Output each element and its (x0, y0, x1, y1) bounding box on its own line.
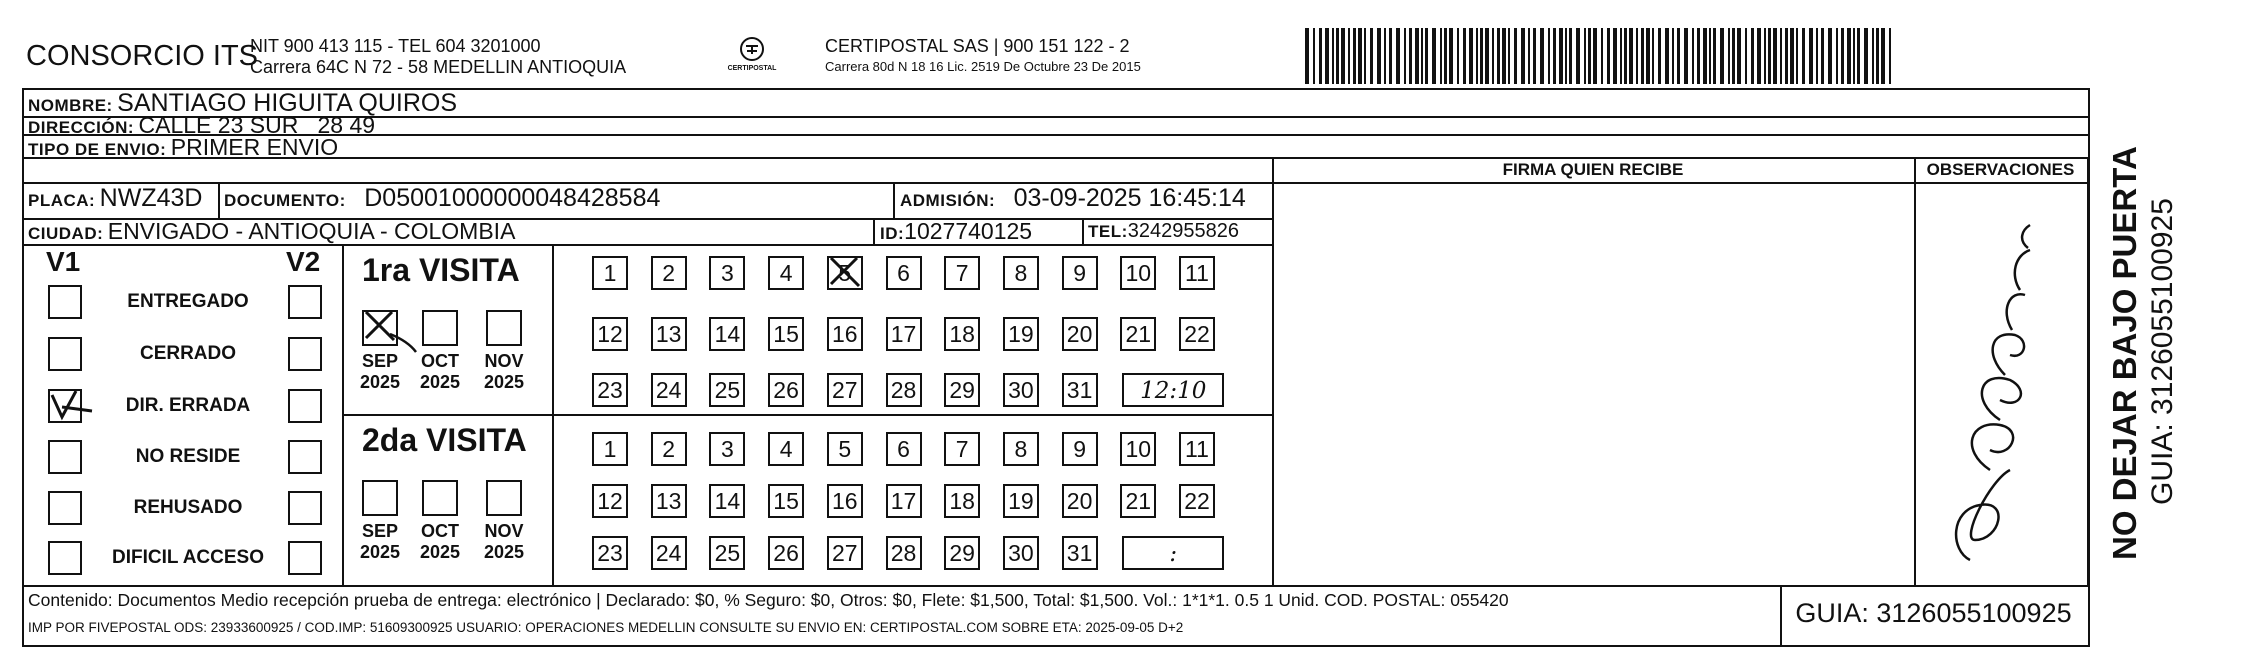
courier-address: Carrera 80d N 18 16 Lic. 2519 De Octubre 23 De 2015 (825, 59, 1141, 74)
placa-cell (28, 184, 202, 213)
day-box[interactable] (768, 373, 804, 407)
day-number: 11 (1185, 436, 1209, 462)
day-box[interactable] (651, 256, 687, 290)
v2-checkbox[interactable] (288, 440, 322, 474)
barcode (1305, 28, 1900, 84)
day-number: 23 (597, 377, 623, 403)
v1-checkbox[interactable] (48, 337, 82, 371)
ciudad-value: ENVIGADO - ANTIOQUIA - COLOMBIA (107, 218, 516, 244)
day-box[interactable] (944, 432, 980, 466)
day-number: 10 (1125, 260, 1152, 286)
month-checkbox[interactable] (486, 480, 522, 516)
direccion-label: DIRECCIÓN: (28, 118, 135, 137)
admision-value: 03-09-2025 16:45:14 (1013, 184, 1246, 212)
day-number: 28 (890, 377, 917, 403)
day-box[interactable] (1062, 484, 1098, 518)
day-number: 7 (955, 436, 969, 462)
day-box[interactable] (768, 256, 804, 290)
day-box[interactable] (709, 432, 745, 466)
day-box[interactable] (592, 536, 628, 570)
day-box[interactable] (1120, 256, 1156, 290)
month-label (474, 351, 534, 393)
day-number: 31 (1066, 377, 1093, 403)
day-number: 24 (655, 540, 682, 566)
documento-cell (224, 184, 660, 213)
day-box[interactable] (886, 317, 922, 351)
day-number: 30 (1008, 540, 1034, 566)
ciudad-cell (28, 218, 515, 245)
placa-value: NWZ43D (99, 184, 203, 212)
v1-checkbox[interactable] (48, 389, 82, 423)
day-box[interactable] (827, 317, 863, 351)
day-number: 29 (949, 377, 975, 403)
day-box[interactable] (1120, 432, 1156, 466)
courier-name: CERTIPOSTAL SAS | 900 151 122 - 2 (825, 36, 1130, 56)
day-number: 21 (1125, 321, 1152, 347)
day-box[interactable] (827, 536, 863, 570)
day-number: 12 (597, 488, 623, 514)
day-number: 29 (949, 540, 975, 566)
day-box[interactable] (592, 484, 628, 518)
month-year: 2025 (419, 542, 461, 562)
tipo-envio-value: PRIMER ENVIO (170, 134, 339, 160)
company-nit: NIT 900 413 115 - TEL 604 3201000 (250, 36, 541, 56)
side-guia: GUIA: 3126055100925 (2146, 198, 2179, 505)
month-name: NOV (484, 351, 524, 371)
month-checkbox[interactable] (362, 480, 398, 516)
day-number: 4 (779, 260, 793, 286)
day-box[interactable] (592, 373, 628, 407)
tipo-envio-row (28, 134, 338, 161)
month-label (350, 351, 410, 393)
day-number: 14 (714, 321, 741, 347)
month-label (410, 351, 470, 393)
day-number: 2 (662, 436, 676, 462)
day-number: 15 (773, 488, 799, 514)
status-label: DIR. ERRADA (125, 395, 251, 416)
day-number: 22 (1184, 488, 1210, 514)
day-box[interactable] (592, 256, 628, 290)
v1-checkbox[interactable] (48, 285, 82, 319)
day-number: 9 (1073, 260, 1086, 286)
day-number: 19 (1008, 488, 1034, 514)
day-number: 4 (779, 436, 793, 462)
v1-checkbox[interactable] (48, 440, 82, 474)
day-box[interactable] (651, 373, 687, 407)
day-box[interactable] (1003, 484, 1039, 518)
day-box[interactable] (709, 256, 745, 290)
day-box[interactable] (1179, 256, 1215, 290)
day-number: 5 (838, 260, 852, 286)
status-label: NO RESIDE (135, 446, 241, 467)
month-year: 2025 (419, 372, 461, 392)
day-number: 20 (1066, 321, 1093, 347)
day-box[interactable] (768, 432, 804, 466)
admision-label: ADMISIÓN: (900, 191, 996, 210)
v2-checkbox[interactable] (288, 285, 322, 319)
day-box[interactable] (709, 536, 745, 570)
month-name: OCT (421, 521, 459, 541)
day-number: 8 (1014, 260, 1028, 286)
day-box[interactable] (768, 317, 804, 351)
day-box[interactable] (592, 317, 628, 351)
day-box[interactable] (1120, 484, 1156, 518)
day-box[interactable] (1062, 317, 1098, 351)
day-number: 31 (1066, 540, 1093, 566)
day-number: 10 (1125, 436, 1152, 462)
day-number: 6 (897, 436, 910, 462)
day-number: 16 (832, 488, 858, 514)
time-field[interactable] (1122, 536, 1224, 570)
v2-checkbox[interactable] (288, 389, 322, 423)
month-year: 2025 (483, 542, 525, 562)
check-mark-icon (825, 252, 865, 292)
footer-imp: IMP POR FIVEPOSTAL ODS: 23933600925 / COD.IMP: 51609300925 USUARIO: OPERACIONES MEDELLIN CONSULTE SU ENVIO EN: CERTIPOSTAL.COM SOBRE ETA: 2025-09-05 D+2 (28, 620, 1184, 635)
day-number: 12 (597, 321, 623, 347)
day-box[interactable] (1003, 536, 1039, 570)
day-number: 13 (655, 321, 682, 347)
day-box[interactable] (651, 536, 687, 570)
day-box[interactable] (709, 317, 745, 351)
documento-value: D05001000000048428584 (364, 184, 661, 212)
month-year: 2025 (483, 372, 525, 392)
day-number: 5 (838, 436, 852, 462)
month-checkbox[interactable] (422, 310, 458, 346)
day-box[interactable] (886, 432, 922, 466)
v1-label: V1 (46, 246, 81, 277)
logo-text: CERTIPOSTAL (727, 65, 777, 72)
signature (1930, 220, 2060, 580)
observaciones-header: OBSERVACIONES (1926, 160, 2075, 179)
day-box[interactable] (592, 432, 628, 466)
day-number: 25 (714, 540, 741, 566)
day-box[interactable] (768, 484, 804, 518)
nombre-label: NOMBRE: (28, 96, 113, 115)
second-visit-label: 2da VISITA (362, 422, 527, 458)
day-box[interactable] (944, 484, 980, 518)
day-box[interactable] (1120, 317, 1156, 351)
ciudad-label: CIUDAD: (28, 224, 104, 243)
month-checkbox[interactable] (422, 480, 458, 516)
day-box[interactable] (944, 317, 980, 351)
month-name: SEP (361, 521, 399, 541)
day-box[interactable] (1179, 484, 1215, 518)
month-year: 2025 (359, 542, 401, 562)
v2-label: V2 (286, 246, 321, 277)
month-checkbox[interactable] (486, 310, 522, 346)
day-box[interactable] (886, 484, 922, 518)
day-number: 20 (1066, 488, 1093, 514)
day-number: 27 (832, 540, 858, 566)
tel-value: 3242955826 (1127, 220, 1240, 242)
month-year: 2025 (359, 372, 401, 392)
day-number: 3 (720, 436, 734, 462)
month-name: NOV (484, 521, 524, 541)
day-box[interactable] (1062, 373, 1098, 407)
time-value: 12:10 (1140, 378, 1207, 404)
day-number: 15 (773, 321, 799, 347)
first-visit-label: 1ra VISITA (362, 252, 520, 288)
day-box[interactable] (944, 256, 980, 290)
company-name: CONSORCIO ITS (26, 40, 259, 72)
status-label: CERRADO (139, 343, 237, 364)
day-number: 18 (949, 488, 975, 514)
admision-cell (900, 184, 1246, 213)
day-box[interactable] (651, 484, 687, 518)
day-box[interactable] (827, 432, 863, 466)
day-box[interactable] (1003, 256, 1039, 290)
tipo-envio-label: TIPO DE ENVIO: (28, 140, 167, 159)
month-name: OCT (421, 351, 459, 371)
day-number: 17 (890, 488, 917, 514)
day-box[interactable] (1062, 432, 1098, 466)
day-number: 30 (1008, 377, 1034, 403)
day-box[interactable] (827, 373, 863, 407)
day-box[interactable] (709, 373, 745, 407)
day-number: 26 (773, 540, 799, 566)
day-box[interactable] (768, 536, 804, 570)
id-cell (880, 218, 1032, 245)
day-number: 24 (655, 377, 682, 403)
v1-checkbox[interactable] (48, 541, 82, 575)
day-box[interactable] (1003, 373, 1039, 407)
v1-checkbox[interactable] (48, 491, 82, 525)
v2-checkbox[interactable] (288, 491, 322, 525)
day-number: 7 (955, 260, 969, 286)
day-number: 3 (720, 260, 734, 286)
side-warning: NO DEJAR BAJO PUERTA (2106, 146, 2143, 560)
day-box[interactable] (886, 373, 922, 407)
day-box[interactable] (1179, 432, 1215, 466)
month-label (350, 521, 410, 563)
day-box[interactable] (709, 484, 745, 518)
nombre-value: SANTIAGO HIGUITA QUIROS (117, 89, 458, 117)
footer-guia: GUIA: 3126055100925 (1795, 598, 2072, 628)
day-box[interactable] (944, 536, 980, 570)
day-box[interactable] (1062, 536, 1098, 570)
day-number: 27 (832, 377, 858, 403)
id-value: 1027740125 (904, 218, 1033, 244)
day-number: 19 (1008, 321, 1034, 347)
day-box[interactable] (944, 373, 980, 407)
month-label (474, 521, 534, 563)
month-name: SEP (361, 351, 399, 371)
status-label: REHUSADO (133, 497, 243, 518)
footer-contenido: Contenido: Documentos Medio recepción prueba de entrega: electrónico | Declarado: $0, % Seguro: $0, Otros: $0, Flete: $1,500, Total: $1,500. Vol.: 1*1*1. 0.5 1 Unid. COD. POSTAL: 055420 (28, 590, 1509, 610)
day-number: 11 (1185, 260, 1209, 286)
direccion-value: CALLE 23 SUR 28 49 (138, 112, 376, 138)
day-number: 1 (603, 260, 617, 286)
certipostal-logo-icon (737, 36, 767, 62)
day-number: 17 (890, 321, 917, 347)
day-number: 18 (949, 321, 975, 347)
day-number: 28 (890, 540, 917, 566)
day-number: 25 (714, 377, 741, 403)
v2-checkbox[interactable] (288, 541, 322, 575)
day-box[interactable] (886, 256, 922, 290)
day-box[interactable] (1003, 432, 1039, 466)
time-field[interactable] (1122, 373, 1224, 407)
day-box[interactable] (651, 432, 687, 466)
day-box[interactable] (651, 317, 687, 351)
certipostal-logo (722, 36, 782, 72)
day-number: 14 (714, 488, 741, 514)
day-box[interactable] (827, 484, 863, 518)
v2-checkbox[interactable] (288, 337, 322, 371)
day-box[interactable] (1003, 317, 1039, 351)
id-label: ID: (880, 224, 905, 243)
day-number: 8 (1014, 436, 1028, 462)
day-number: 21 (1125, 488, 1152, 514)
day-box[interactable] (886, 536, 922, 570)
day-box[interactable] (827, 256, 863, 290)
firma-header: FIRMA QUIEN RECIBE (1502, 160, 1684, 179)
status-label: DIFICIL ACCESO (111, 547, 264, 568)
status-label: ENTREGADO (127, 291, 249, 312)
time-value: : (1169, 541, 1178, 567)
month-checkbox[interactable] (362, 310, 398, 346)
day-number: 6 (897, 260, 910, 286)
tel-cell (1088, 220, 1239, 243)
tel-label: TEL: (1088, 222, 1128, 241)
month-label (410, 521, 470, 563)
day-number: 1 (603, 436, 617, 462)
day-number: 2 (662, 260, 676, 286)
day-box[interactable] (1179, 317, 1215, 351)
day-number: 23 (597, 540, 623, 566)
company-address: Carrera 64C N 72 - 58 MEDELLIN ANTIOQUIA (250, 57, 627, 77)
day-number: 26 (773, 377, 799, 403)
day-number: 22 (1184, 321, 1210, 347)
day-number: 13 (655, 488, 682, 514)
documento-label: DOCUMENTO: (224, 191, 346, 210)
day-box[interactable] (1062, 256, 1098, 290)
day-number: 16 (832, 321, 858, 347)
placa-label: PLACA: (28, 191, 96, 210)
day-number: 9 (1073, 436, 1086, 462)
